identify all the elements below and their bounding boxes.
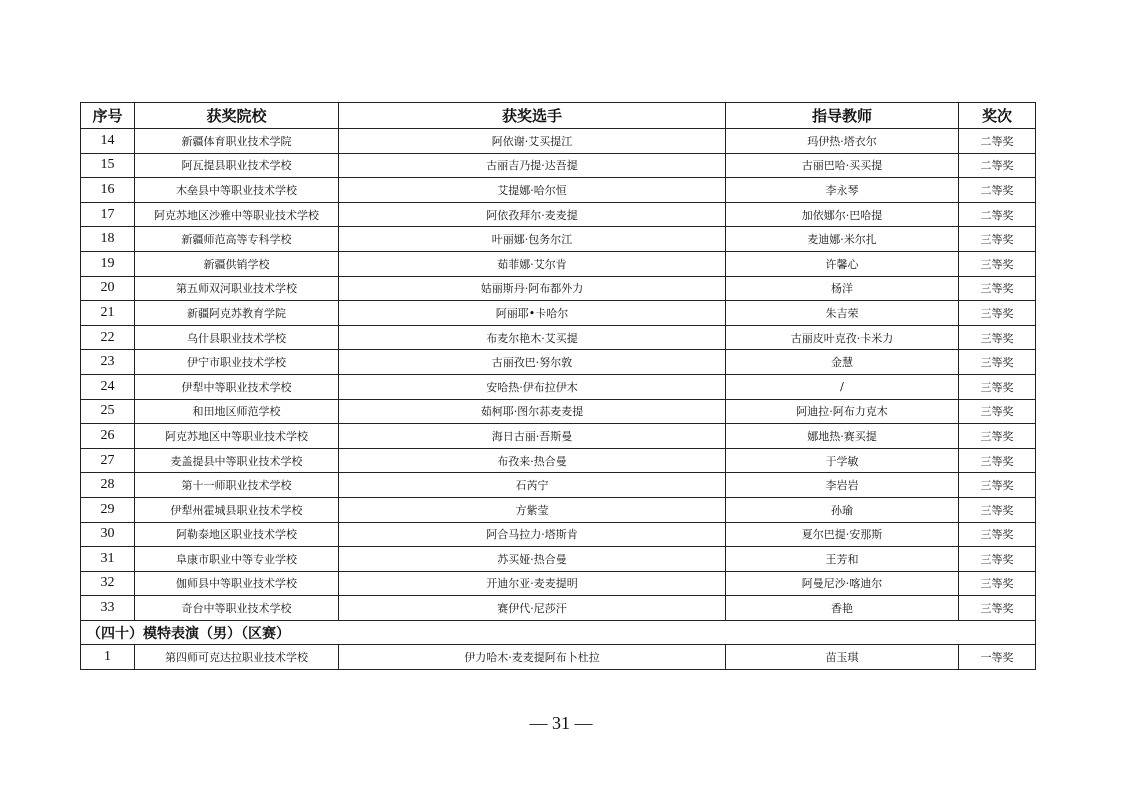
cell-contestant: 安哈热·伊布拉伊木 — [339, 374, 726, 399]
cell-award: 二等奖 — [959, 202, 1036, 227]
cell-instructor: 孙瑜 — [726, 497, 959, 522]
cell-instructor: 麦迪娜·米尔扎 — [726, 227, 959, 252]
table-row — [81, 399, 1036, 424]
section-title-row — [81, 620, 1036, 645]
cell-serial: 14 — [81, 129, 135, 154]
cell-school: 新疆师范高等专科学校 — [135, 227, 339, 252]
table-row — [81, 251, 1036, 276]
cell-contestant: 阿丽耶•卡哈尔 — [339, 301, 726, 326]
cell-instructor: 王芳和 — [726, 547, 959, 572]
table-row — [81, 596, 1036, 621]
table-row — [81, 497, 1036, 522]
cell-contestant: 方紫莹 — [339, 497, 726, 522]
cell-award: 三等奖 — [959, 547, 1036, 572]
cell-contestant: 赛伊代·尼莎汗 — [339, 596, 726, 621]
cell-serial: 23 — [81, 350, 135, 375]
cell-serial: 26 — [81, 424, 135, 449]
cell-contestant: 茹菲娜·艾尔肯 — [339, 251, 726, 276]
cell-school: 新疆体育职业技术学院 — [135, 129, 339, 154]
cell-school: 和田地区师范学校 — [135, 399, 339, 424]
cell-serial: 25 — [81, 399, 135, 424]
cell-contestant: 阿依孜拜尔·麦麦提 — [339, 202, 726, 227]
cell-contestant: 布孜来·热合曼 — [339, 448, 726, 473]
cell-instructor: 香艳 — [726, 596, 959, 621]
cell-award: 三等奖 — [959, 251, 1036, 276]
cell-school: 第五师双河职业技术学校 — [135, 276, 339, 301]
cell-school: 第四师可克达拉职业技术学校 — [135, 645, 339, 670]
cell-serial: 29 — [81, 497, 135, 522]
header-contestant: 获奖选手 — [339, 103, 726, 129]
page-number: — 31 — — [529, 713, 593, 733]
cell-serial: 21 — [81, 301, 135, 326]
table-body — [81, 129, 1036, 621]
cell-serial: 20 — [81, 276, 135, 301]
cell-serial: 33 — [81, 596, 135, 621]
cell-contestant: 苏买娅·热合曼 — [339, 547, 726, 572]
cell-school: 木垒县中等职业技术学校 — [135, 178, 339, 203]
table-row — [81, 473, 1036, 498]
table-row — [81, 153, 1036, 178]
awards-table — [80, 102, 1036, 670]
table-row — [81, 276, 1036, 301]
cell-contestant: 海日古丽·吾斯曼 — [339, 424, 726, 449]
cell-school: 第十一师职业技术学校 — [135, 473, 339, 498]
cell-award: 三等奖 — [959, 325, 1036, 350]
cell-award: 三等奖 — [959, 276, 1036, 301]
table-row — [81, 424, 1036, 449]
section-title: （四十）模特表演（男）（区赛） — [81, 620, 1036, 645]
cell-contestant: 布麦尔艳木·艾买提 — [339, 325, 726, 350]
cell-award: 一等奖 — [959, 645, 1036, 670]
cell-serial: 32 — [81, 571, 135, 596]
cell-award: 三等奖 — [959, 301, 1036, 326]
cell-award: 三等奖 — [959, 227, 1036, 252]
cell-instructor: 夏尔巴提·安那斯 — [726, 522, 959, 547]
cell-award: 三等奖 — [959, 350, 1036, 375]
cell-school: 阿克苏地区中等职业技术学校 — [135, 424, 339, 449]
cell-award: 二等奖 — [959, 178, 1036, 203]
cell-school: 新疆阿克苏教育学院 — [135, 301, 339, 326]
cell-school: 阿克苏地区沙雅中等职业技术学校 — [135, 202, 339, 227]
cell-award: 三等奖 — [959, 424, 1036, 449]
section-body — [81, 620, 1036, 669]
cell-school: 奇台中等职业技术学校 — [135, 596, 339, 621]
cell-award: 三等奖 — [959, 497, 1036, 522]
cell-serial: 19 — [81, 251, 135, 276]
cell-school: 伽师县中等职业技术学校 — [135, 571, 339, 596]
cell-instructor: 阿曼尼沙·喀迪尔 — [726, 571, 959, 596]
cell-instructor: 于学敏 — [726, 448, 959, 473]
table-row — [81, 374, 1036, 399]
cell-school: 伊犁中等职业技术学校 — [135, 374, 339, 399]
cell-serial: 16 — [81, 178, 135, 203]
cell-award: 三等奖 — [959, 571, 1036, 596]
cell-serial: 1 — [81, 645, 135, 670]
table-row — [81, 350, 1036, 375]
cell-contestant: 茹柯耶·图尔荪麦麦提 — [339, 399, 726, 424]
cell-award: 二等奖 — [959, 129, 1036, 154]
cell-serial: 28 — [81, 473, 135, 498]
table-row — [81, 325, 1036, 350]
cell-contestant: 叶丽娜·包务尔江 — [339, 227, 726, 252]
cell-school: 伊宁市职业技术学校 — [135, 350, 339, 375]
table-row — [81, 522, 1036, 547]
cell-contestant: 艾提娜·哈尔恒 — [339, 178, 726, 203]
cell-contestant: 伊力哈木·麦麦提阿布卜杜拉 — [339, 645, 726, 670]
table-row — [81, 547, 1036, 572]
cell-serial: 22 — [81, 325, 135, 350]
cell-instructor: 古丽皮叶克孜·卡米力 — [726, 325, 959, 350]
cell-school: 乌什县职业技术学校 — [135, 325, 339, 350]
cell-serial: 27 — [81, 448, 135, 473]
cell-contestant: 阿合马拉力·塔斯肯 — [339, 522, 726, 547]
cell-serial: 17 — [81, 202, 135, 227]
cell-school: 麦盖提县中等职业技术学校 — [135, 448, 339, 473]
cell-instructor: / — [726, 374, 959, 399]
table-row — [81, 448, 1036, 473]
cell-serial: 31 — [81, 547, 135, 572]
cell-school: 阜康市职业中等专业学校 — [135, 547, 339, 572]
table-row — [81, 178, 1036, 203]
cell-award: 三等奖 — [959, 473, 1036, 498]
cell-instructor: 杨洋 — [726, 276, 959, 301]
cell-award: 三等奖 — [959, 596, 1036, 621]
cell-serial: 30 — [81, 522, 135, 547]
cell-instructor: 玛伊热·塔衣尔 — [726, 129, 959, 154]
cell-contestant: 古丽吉乃提·达吾提 — [339, 153, 726, 178]
cell-serial: 18 — [81, 227, 135, 252]
cell-serial: 15 — [81, 153, 135, 178]
table-row — [81, 571, 1036, 596]
header-serial: 序号 — [81, 103, 135, 129]
cell-contestant: 姑丽斯丹·阿布都外力 — [339, 276, 726, 301]
cell-school: 阿勒泰地区职业技术学校 — [135, 522, 339, 547]
header-school: 获奖院校 — [135, 103, 339, 129]
table-row — [81, 227, 1036, 252]
cell-award: 三等奖 — [959, 448, 1036, 473]
header-award: 奖次 — [959, 103, 1036, 129]
table-row — [81, 645, 1036, 670]
cell-school: 新疆供销学校 — [135, 251, 339, 276]
cell-award: 三等奖 — [959, 522, 1036, 547]
cell-school: 阿瓦提县职业技术学校 — [135, 153, 339, 178]
cell-instructor: 苗玉琪 — [726, 645, 959, 670]
cell-instructor: 李岩岩 — [726, 473, 959, 498]
cell-contestant: 石芮宁 — [339, 473, 726, 498]
table-row — [81, 301, 1036, 326]
table-row — [81, 129, 1036, 154]
cell-instructor: 阿迪拉·阿布力克木 — [726, 399, 959, 424]
table-row — [81, 202, 1036, 227]
cell-contestant: 开迪尔亚·麦麦提明 — [339, 571, 726, 596]
cell-instructor: 加依娜尔·巴哈提 — [726, 202, 959, 227]
cell-instructor: 金慧 — [726, 350, 959, 375]
cell-award: 三等奖 — [959, 399, 1036, 424]
header-instructor: 指导教师 — [726, 103, 959, 129]
cell-award: 二等奖 — [959, 153, 1036, 178]
cell-award: 三等奖 — [959, 374, 1036, 399]
cell-school: 伊犁州霍城县职业技术学校 — [135, 497, 339, 522]
cell-serial: 24 — [81, 374, 135, 399]
cell-instructor: 古丽巴哈·买买提 — [726, 153, 959, 178]
cell-instructor: 娜地热·赛买提 — [726, 424, 959, 449]
cell-instructor: 朱吉荣 — [726, 301, 959, 326]
cell-instructor: 许馨心 — [726, 251, 959, 276]
cell-instructor: 李永琴 — [726, 178, 959, 203]
cell-contestant: 阿依谢·艾买提江 — [339, 129, 726, 154]
cell-contestant: 古丽孜巴·努尔敦 — [339, 350, 726, 375]
header-row — [81, 103, 1036, 129]
